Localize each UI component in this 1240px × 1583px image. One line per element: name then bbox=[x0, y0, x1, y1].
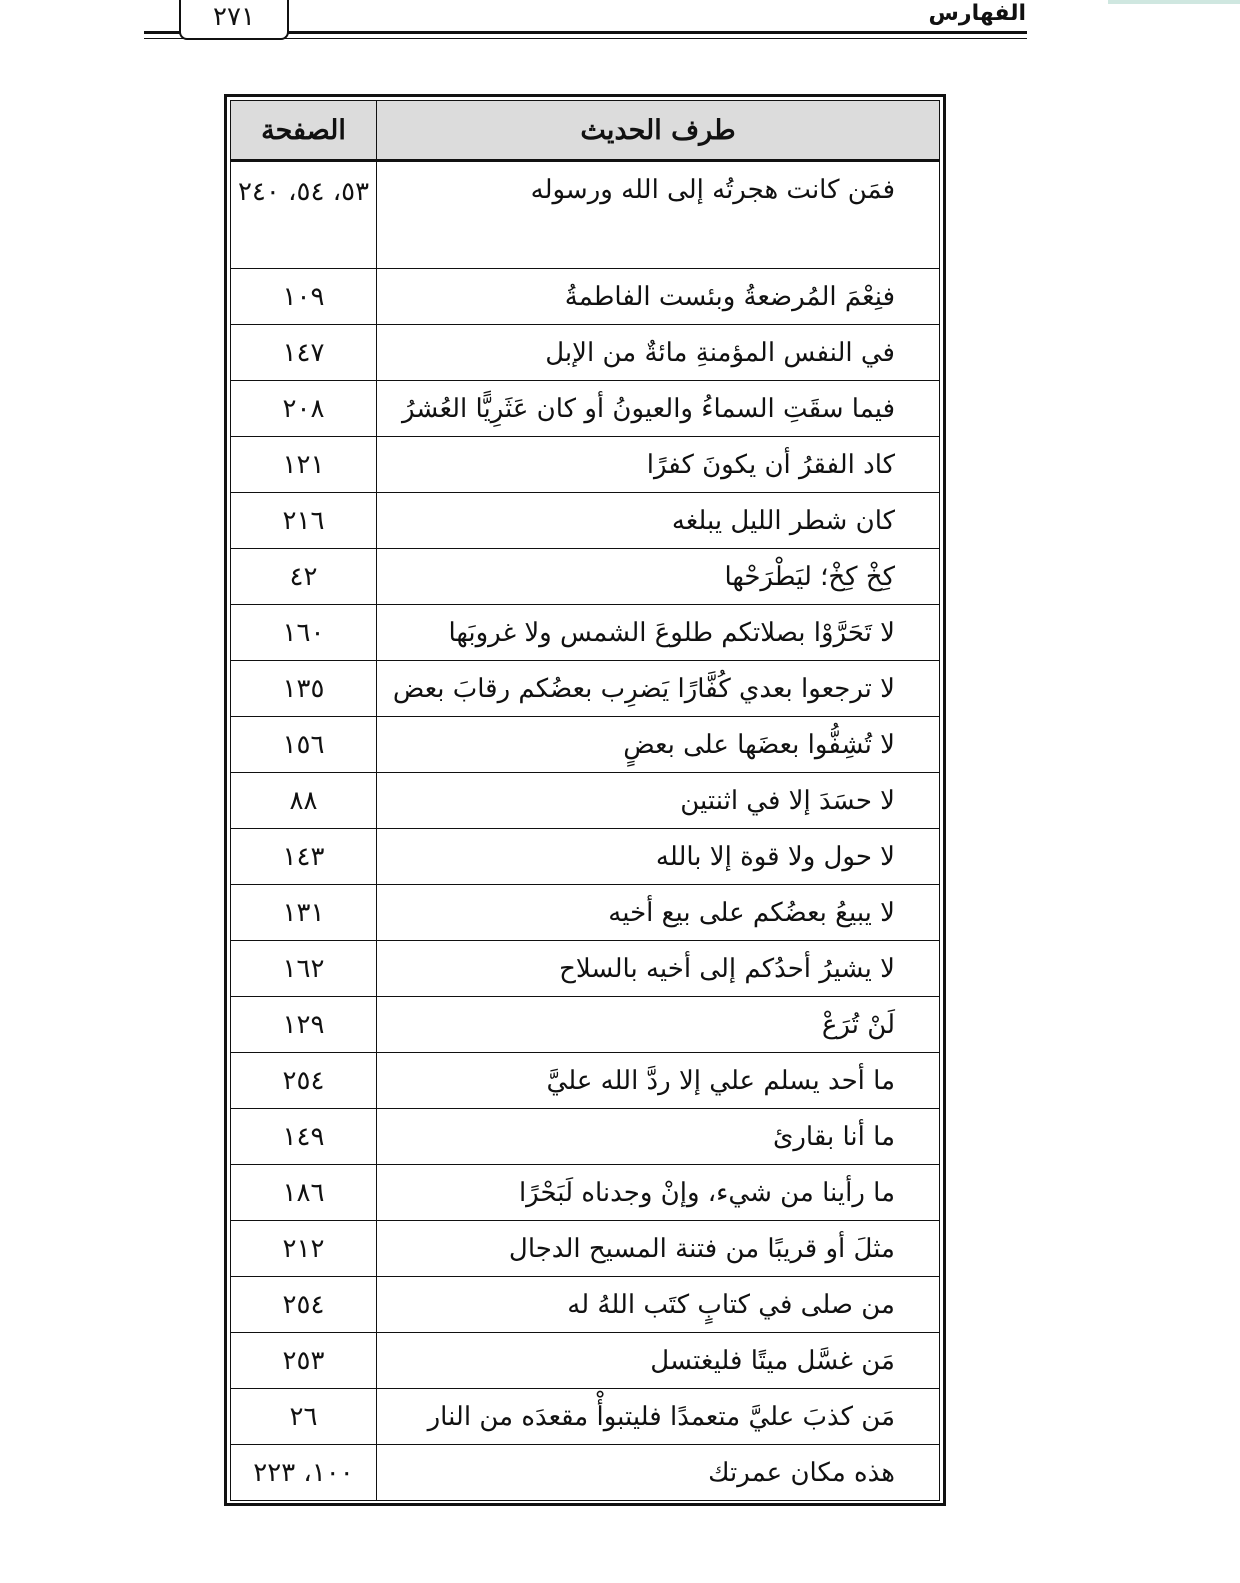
page-cell: ٨٨ bbox=[231, 773, 377, 829]
hadith-cell: مثلَ أو قريبًا من فتنة المسيح الدجال bbox=[377, 1221, 940, 1277]
table-row bbox=[231, 885, 940, 941]
hadith-cell: لَنْ تُرَعْ bbox=[377, 997, 940, 1053]
hadith-cell: من صلى في كتابٍ كتَب اللهُ له bbox=[377, 1277, 940, 1333]
table-row bbox=[231, 1445, 940, 1501]
hadith-cell: هذه مكان عمرتك bbox=[377, 1445, 940, 1501]
page-cell: ١٠٩ bbox=[231, 269, 377, 325]
section-title: الفهارس bbox=[928, 1, 1026, 26]
page-cell: ١٦٠ bbox=[231, 605, 377, 661]
hadith-cell: كاد الفقرُ أن يكونَ كفرًا bbox=[377, 437, 940, 493]
page-cell: ١٢٩ bbox=[231, 997, 377, 1053]
page-cell: ١٣١ bbox=[231, 885, 377, 941]
page-cell: ١٨٦ bbox=[231, 1165, 377, 1221]
table-row bbox=[231, 829, 940, 885]
page-cell: ١٥٦ bbox=[231, 717, 377, 773]
table-row bbox=[231, 325, 940, 381]
page-cell: ٢٠٨ bbox=[231, 381, 377, 437]
hadith-cell: ما أحد يسلم علي إلا ردَّ الله عليَّ bbox=[377, 1053, 940, 1109]
table-row bbox=[231, 161, 940, 269]
table-row bbox=[231, 1053, 940, 1109]
page-cell: ٢١٢ bbox=[231, 1221, 377, 1277]
hadith-cell: فمَن كانت هجرتُه إلى الله ورسوله bbox=[377, 161, 940, 269]
hadith-cell: فنِعْمَ المُرضعةُ وبئست الفاطمةُ bbox=[377, 269, 940, 325]
table-row bbox=[231, 1165, 940, 1221]
hadith-cell: مَن كذبَ عليَّ متعمدًا فليتبوأْ مقعدَه من النار bbox=[377, 1389, 940, 1445]
hadith-cell: لا يشيرُ أحدُكم إلى أخيه بالسلاح bbox=[377, 941, 940, 997]
table-row bbox=[231, 773, 940, 829]
table-row bbox=[231, 1109, 940, 1165]
hadith-cell: لا يبيعُ بعضُكم على بيع أخيه bbox=[377, 885, 940, 941]
hadith-cell: في النفس المؤمنةِ مائةٌ من الإبل bbox=[377, 325, 940, 381]
hadith-cell: لا حسَدَ إلا في اثنتين bbox=[377, 773, 940, 829]
page-cell: ١٤٣ bbox=[231, 829, 377, 885]
page-cell: ٢٦ bbox=[231, 1389, 377, 1445]
table-row bbox=[231, 493, 940, 549]
table-body bbox=[231, 161, 940, 1501]
hadith-cell: ما رأينا من شيء، وإنْ وجدناه لَبَحْرًا bbox=[377, 1165, 940, 1221]
column-header-hadith: طرف الحديث bbox=[377, 101, 940, 161]
page-cell: ١٤٩ bbox=[231, 1109, 377, 1165]
page-cell: ٢١٦ bbox=[231, 493, 377, 549]
table-row bbox=[231, 1389, 940, 1445]
table-row bbox=[231, 1221, 940, 1277]
table-row bbox=[231, 1333, 940, 1389]
page-cell: ٢٥٤ bbox=[231, 1053, 377, 1109]
hadith-cell: لا تَحَرَّوْا بصلاتكم طلوعَ الشمس ولا غروبَها bbox=[377, 605, 940, 661]
page-cell: ١٣٥ bbox=[231, 661, 377, 717]
hadith-cell: مَن غسَّل ميتًا فليغتسل bbox=[377, 1333, 940, 1389]
table-row bbox=[231, 997, 940, 1053]
column-header-page: الصفحة bbox=[231, 101, 377, 161]
hadith-cell: فيما سقَتِ السماءُ والعيونُ أو كان عَثَرِيًّا العُشرُ bbox=[377, 381, 940, 437]
page-cell: ١٠٠، ٢٢٣ bbox=[231, 1445, 377, 1501]
hadith-cell: كان شطر الليل يبلغه bbox=[377, 493, 940, 549]
table-row bbox=[231, 437, 940, 493]
page-cell: ٢٥٤ bbox=[231, 1277, 377, 1333]
table-row bbox=[231, 661, 940, 717]
page-cell: ١٤٧ bbox=[231, 325, 377, 381]
table-row bbox=[231, 941, 940, 997]
table-row bbox=[231, 269, 940, 325]
table-row bbox=[231, 605, 940, 661]
page-cell: ٤٢ bbox=[231, 549, 377, 605]
hadith-cell: ما أنا بقارئ bbox=[377, 1109, 940, 1165]
corner-mark bbox=[1108, 0, 1240, 4]
page-cell: ١٢١ bbox=[231, 437, 377, 493]
page-cell: ٢٥٣ bbox=[231, 1333, 377, 1389]
page-number: ٢٧١ bbox=[179, 0, 289, 40]
hadith-cell: لا ترجعوا بعدي كُفَّارًا يَضرِب بعضُكم رقابَ بعض bbox=[377, 661, 940, 717]
table-row bbox=[231, 1277, 940, 1333]
hadith-cell: لا تُشِفُّوا بعضَها على بعضٍ bbox=[377, 717, 940, 773]
hadith-cell: لا حول ولا قوة إلا بالله bbox=[377, 829, 940, 885]
hadith-index-table bbox=[230, 100, 940, 1501]
hadith-cell: كِخْ كِخْ؛ ليَطْرَحْها bbox=[377, 549, 940, 605]
hadith-index-frame bbox=[224, 94, 946, 1506]
table-row bbox=[231, 381, 940, 437]
table-row bbox=[231, 549, 940, 605]
table-header-row bbox=[231, 101, 940, 161]
table-row bbox=[231, 717, 940, 773]
page-cell: ٥٣، ٥٤، ٢٤٠ bbox=[231, 161, 377, 269]
page-cell: ١٦٢ bbox=[231, 941, 377, 997]
